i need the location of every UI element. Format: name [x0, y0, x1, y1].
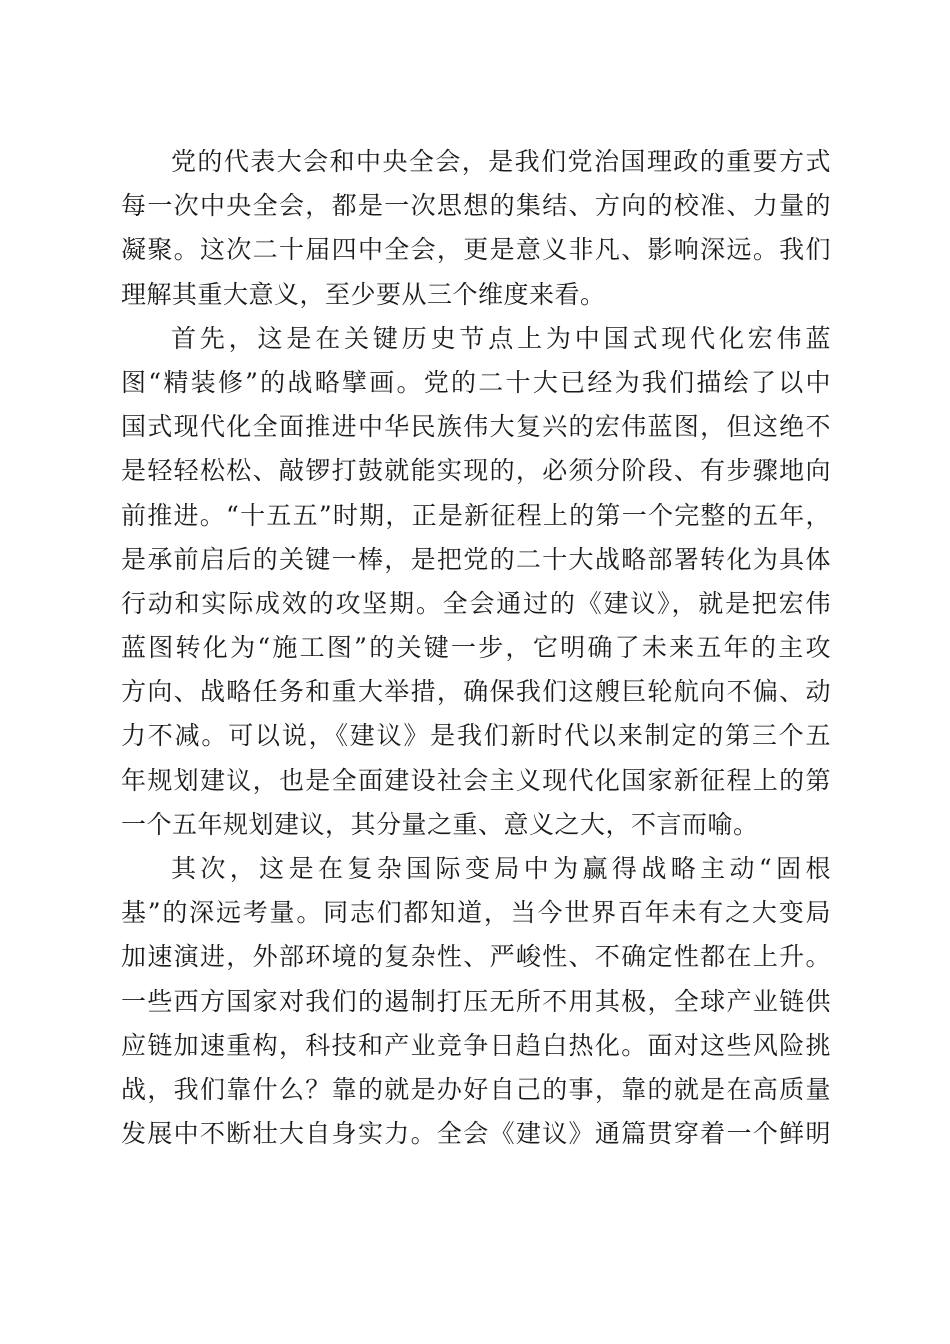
paragraph-3-line-6: 战，我们靠什么？靠的就是办好自己的事，靠的就是在高质量 [121, 1074, 831, 1104]
paragraph-3-line-7: 发展中不断壮大自身实力。全会《建议》通篇贯穿着一个鲜明 [121, 1119, 831, 1149]
paragraph-3-line-4: 一些西方国家对我们的遏制打压无所不用其极，全球产业链供 [121, 986, 831, 1016]
document-body [121, 140, 831, 1156]
paragraph-2-line-11: 年规划建议，也是全面建设社会主义现代化国家新征程上的第 [121, 765, 831, 795]
paragraph-2-line-4: 是轻轻松松、敲锣打鼓就能实现的，必须分阶段、有步骤地向 [121, 456, 831, 486]
paragraph-2-line-9: 方向、战略任务和重大举措，确保我们这艘巨轮航向不偏、动 [121, 677, 831, 707]
paragraph-2-line-3: 国式现代化全面推进中华民族伟大复兴的宏伟蓝图，但这绝不 [121, 412, 831, 442]
paragraph-2-line-10: 力不减。可以说，《建议》是我们新时代以来制定的第三个五 [121, 721, 831, 751]
paragraph-3-line-2: 基”的深远考量。同志们都知道，当今世界百年未有之大变局 [121, 898, 831, 928]
paragraph-2-line-7: 行动和实际成效的攻坚期。全会通过的《建议》，就是把宏伟 [121, 588, 831, 618]
paragraph-2-line-1: 首先，这是在关键历史节点上为中国式现代化宏伟蓝 [171, 323, 831, 353]
paragraph-3-line-3: 加速演进，外部环境的复杂性、严峻性、不确定性都在上升。 [121, 942, 831, 972]
paragraph-1-line-4: 理解其重大意义，至少要从三个维度来看。 [121, 279, 606, 309]
paragraph-3-line-5: 应链加速重构，科技和产业竞争日趋白热化。面对这些风险挑 [121, 1030, 831, 1060]
paragraph-2-line-6: 是承前启后的关键一棒，是把党的二十大战略部署转化为具体 [121, 544, 831, 574]
paragraph-2-line-8: 蓝图转化为“施工图”的关键一步，它明确了未来五年的主攻 [121, 633, 831, 663]
paragraph-1-line-2: 每一次中央全会，都是一次思想的集结、方向的校准、力量的 [121, 191, 831, 221]
paragraph-2-line-5: 前推进。“十五五”时期，正是新征程上的第一个完整的五年， [121, 500, 831, 530]
paragraph-1-line-1: 党的代表大会和中央全会，是我们党治国理政的重要方式 [171, 147, 831, 176]
paragraph-3-line-1: 其次，这是在复杂国际变局中为赢得战略主动“固根 [171, 854, 831, 883]
paragraph-2-line-2: 图“精装修”的战略擘画。党的二十大已经为我们描绘了以中 [121, 367, 831, 397]
paragraph-2-line-12: 一个五年规划建议，其分量之重、意义之大，不言而喻。 [121, 809, 759, 839]
paragraph-1-line-3: 凝聚。这次二十届四中全会，更是意义非凡、影响深远。我们 [121, 235, 831, 265]
